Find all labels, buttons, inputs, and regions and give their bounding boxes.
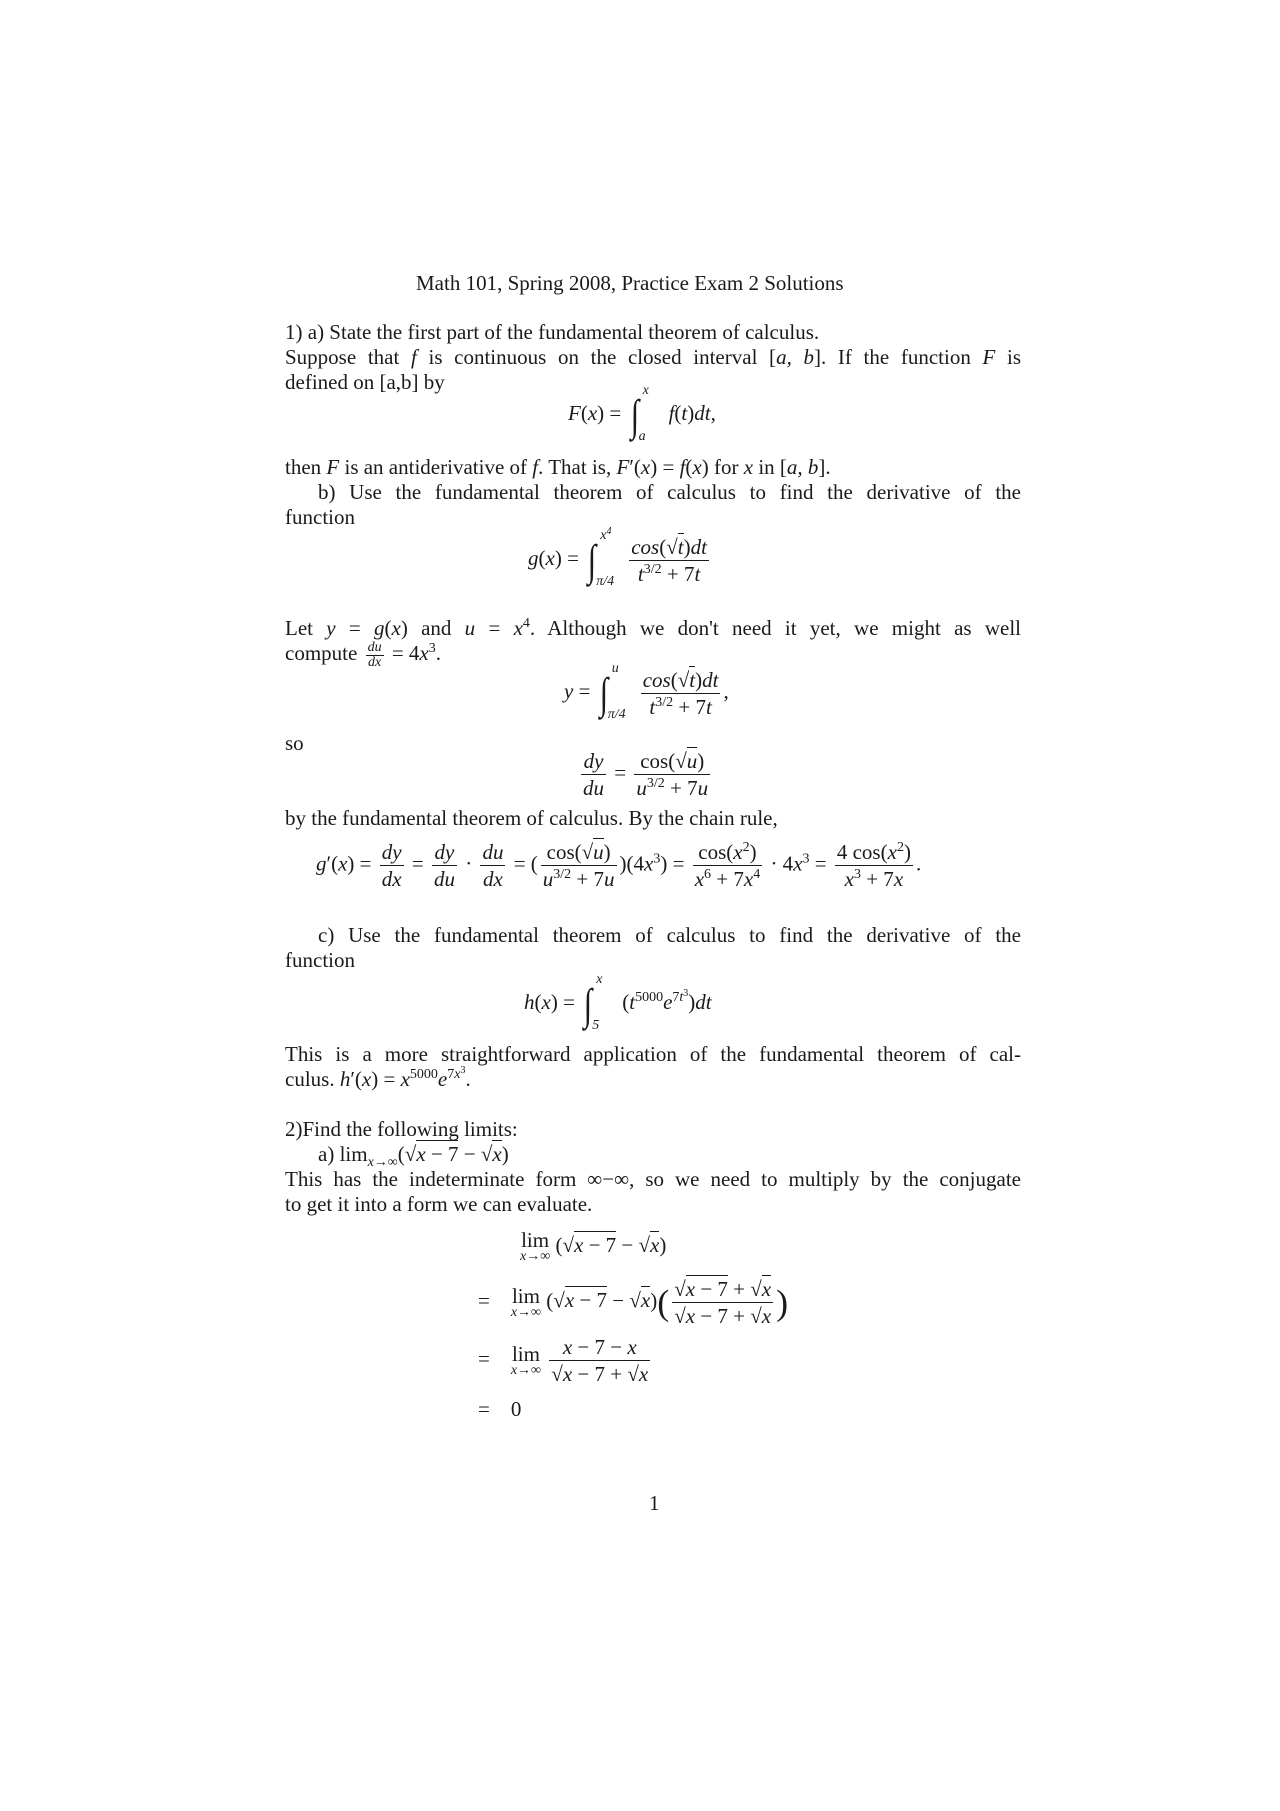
equation-g-prime: g′(x) = $\frac{dy}{dx}$ = $\frac{dy}{du}$ · $\frac{du}{dx}$ = ( $\frac{\cos(√u)}{u^{3/2} + 7u}$ )$(4x^3)$ = $\frac{\cos(x^2)}{x^6 + 7x^4}$ · $4x^3$ = $\frac{4 \cos(x^2)}{x^3 + 7x}$ . bbox=[316, 840, 922, 891]
q1-compute-line: compute $\frac{du}{dx}$ = $4x^3$. bbox=[285, 639, 441, 670]
q1-antiderivative-line: then F is an antiderivative of f. That is, F′(x) = f(x) for x in [a, b]. bbox=[285, 455, 831, 479]
page-number: 1 bbox=[649, 1491, 660, 1515]
q1-defined-on: defined on [a,b] by bbox=[285, 370, 445, 394]
q2-to-get-line: to get it into a form we can evaluate. bbox=[285, 1192, 593, 1216]
limit-step-4: = 0 bbox=[478, 1397, 522, 1421]
q1-function-word: function bbox=[285, 505, 355, 529]
equation-h-definition: h(x) = ∫ x 5 $(t^{5000}e^{7t^3})dt$ bbox=[524, 972, 712, 1033]
q1-suppose-line: Suppose that f is continuous on the closed interval [a, b]. If the function F is bbox=[285, 345, 1021, 369]
limit-final-value: 0 bbox=[510, 1397, 522, 1421]
q2-intro: 2)Find the following limits: bbox=[285, 1117, 518, 1141]
limit-step-3: = lim x→∞ $\frac{x - 7 - x}{√x - 7 + √x}$ bbox=[478, 1335, 649, 1386]
q1-a-statement: 1) a) State the first part of the fundamental theorem of calculus. bbox=[285, 320, 820, 344]
q2-a-statement: a) $\lim_{x\to\infty}(√x - 7 - √x)$ bbox=[318, 1142, 509, 1170]
q1-so-word: so bbox=[285, 731, 304, 755]
q1-h-prime-line: culus. $h'(x) = x^{5000}e^{7x^3}$. bbox=[285, 1065, 471, 1091]
limit-step-2: = lim x→∞ (√x − 7 − √x)( $\frac{√x - 7 + √x}{√x - 7 + √x}$ ) bbox=[478, 1277, 789, 1328]
page-title: Math 101, Spring 2008, Practice Exam 2 Solutions bbox=[416, 271, 844, 295]
limit-step-1: lim x→∞ (√x − 7 − √x) bbox=[520, 1228, 667, 1264]
equation-F-definition: F(x) = ∫ x a f(t)dt, bbox=[568, 383, 716, 444]
q1-chain-rule-line: by the fundamental theorem of calculus. By the chain rule, bbox=[285, 806, 778, 830]
q1-straightforward-line: This is a more straightforward application of the fundamental theorem of cal- bbox=[285, 1042, 1021, 1066]
q1-c-statement: c) Use the fundamental theorem of calculus to find the derivative of the bbox=[318, 923, 1021, 947]
equation-dy-du: $\frac{dy}{du}$ = $\frac{\cos(√u)}{u^{3/2} + 7u}$ bbox=[583, 749, 709, 800]
q1-function-word-2: function bbox=[285, 948, 355, 972]
equation-g-definition: g(x) = ∫ $x^4$ π/4 $\frac{\cos(√t)dt}{t^{3/2} + 7t}$ bbox=[528, 526, 707, 589]
equation-y-definition: y = ∫ u π/4 $\frac{\cos(√t)dt}{t^{3/2} + 7t}$ , bbox=[564, 661, 729, 722]
q1-let-line: Let y = g(x) and $u = x^4$. Although we don't need it yet, we might as well bbox=[285, 616, 1021, 640]
q2-indeterminate-line: This has the indeterminate form ∞−∞, so we need to multiply by the conjugate bbox=[285, 1167, 1021, 1191]
q1-b-statement: b) Use the fundamental theorem of calculus to find the derivative of the bbox=[318, 480, 1021, 504]
